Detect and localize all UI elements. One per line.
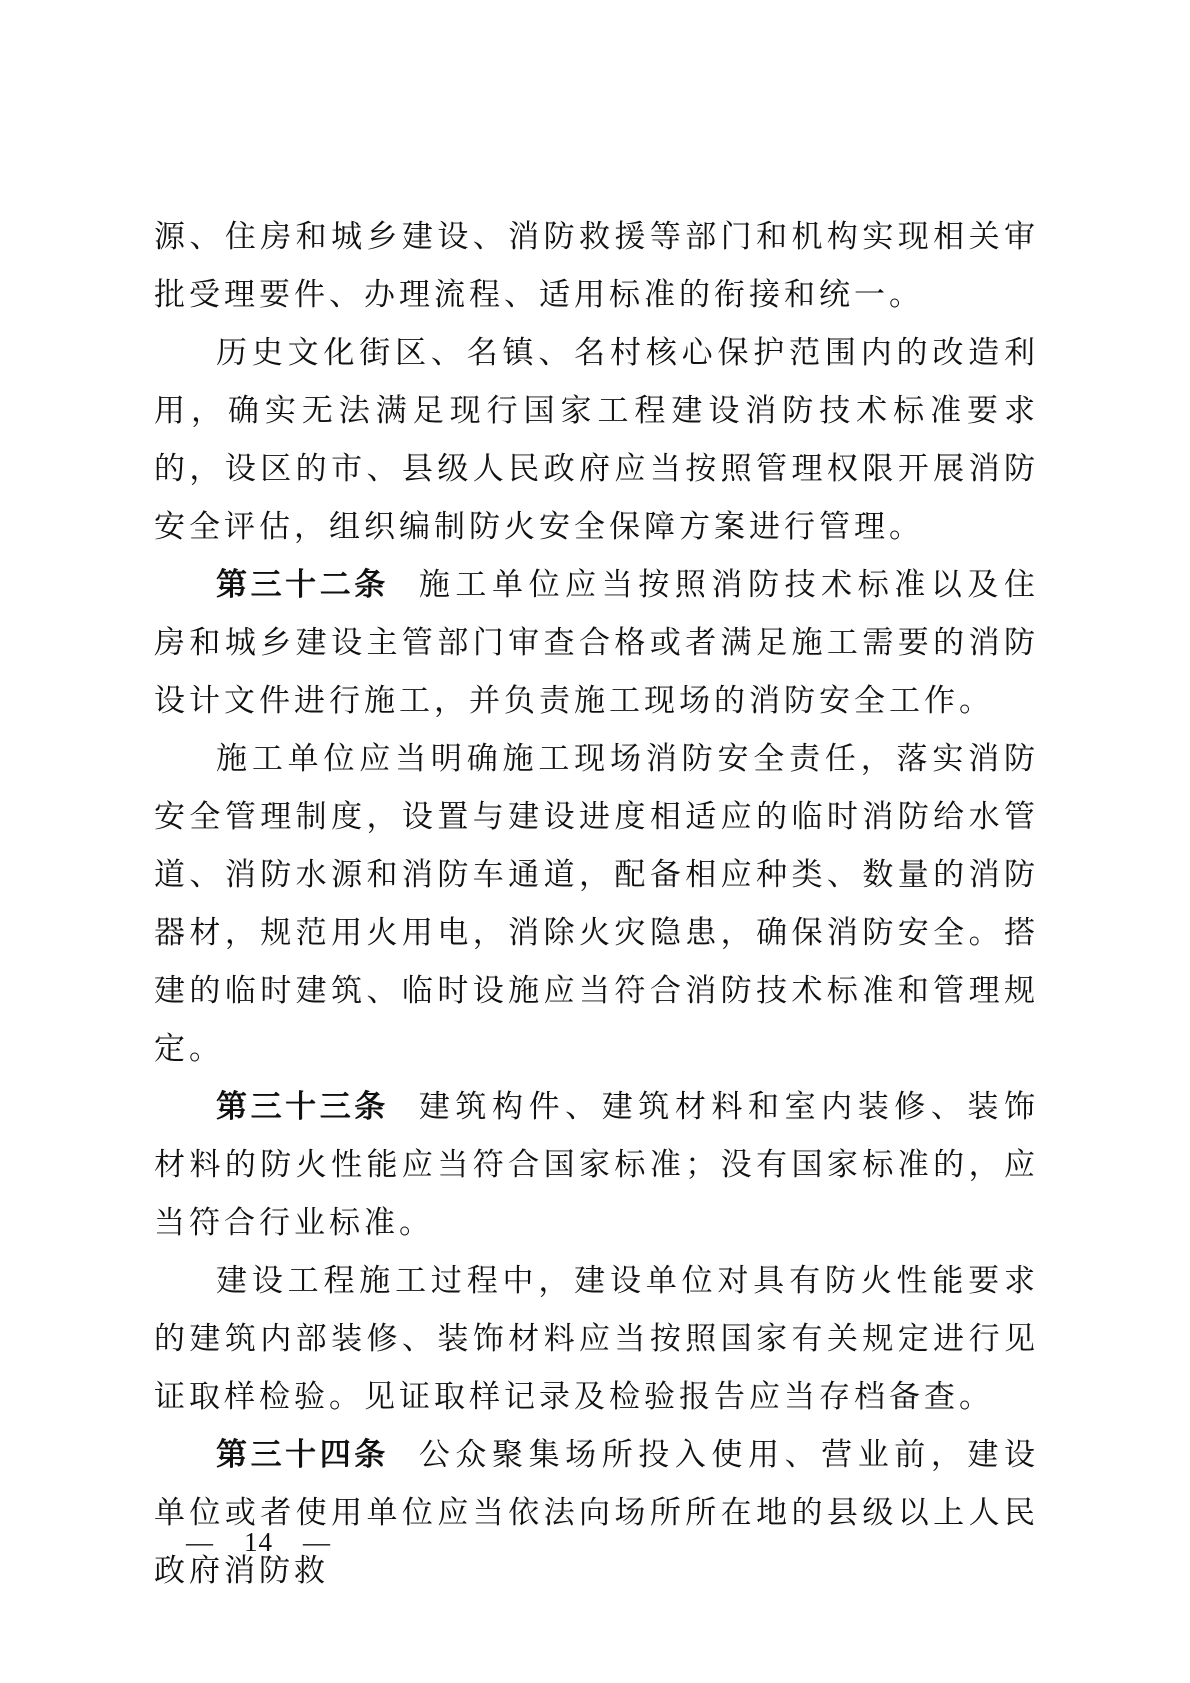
paragraph-text: 建设工程施工过程中，建设单位对具有防火性能要求的建筑内部装修、装饰材料应当按照国家有关规定进行见证取样检验。见证取样记录及检验报告应当存档备查。: [154, 1263, 1039, 1415]
footer-left-dash: —: [186, 1527, 214, 1557]
article-heading: 第三十三条: [216, 1089, 389, 1125]
footer-right-dash: —: [303, 1527, 331, 1557]
article-33: [154, 1078, 1039, 1252]
paragraph-text: 源、住房和城乡建设、消防救援等部门和机构实现相关审批受理要件、办理流程、适用标准的衔接和统一。: [154, 219, 1039, 313]
paragraph-text: 公众聚集场所投入使用、营业前，建设单位或者使用单位应当依法向场所所在地的县级以上人民政府消防救: [154, 1437, 1040, 1589]
paragraph-text: 历史文化街区、名镇、名村核心保护范围内的改造利用，确实无法满足现行国家工程建设消防技术标准要求的，设区的市、县级人民政府应当按照管理权限开展消防安全评估，组织编制防火安全保障方案进行管理。: [154, 335, 1039, 545]
paragraph-4: [154, 730, 1039, 1078]
paragraph-6: [154, 1252, 1039, 1426]
paragraph-text: 建筑构件、建筑材料和室内装修、装饰材料的防火性能应当符合国家标准；没有国家标准的，应当符合行业标准。: [154, 1089, 1040, 1241]
document-body: [154, 208, 1039, 1600]
page-number: 14: [244, 1527, 273, 1557]
page-footer: [186, 1527, 331, 1558]
article-34: [154, 1426, 1039, 1600]
paragraph-1: [154, 208, 1039, 324]
paragraph-text: 施工单位应当明确施工现场消防安全责任，落实消防安全管理制度，设置与建设进度相适应的临时消防给水管道、消防水源和消防车通道，配备相应种类、数量的消防器材，规范用火用电，消除火灾隐患，确保消防安全。搭建的临时建筑、临时设施应当符合消防技术标准和管理规定。: [154, 741, 1039, 1067]
paragraph-2: [154, 324, 1039, 556]
article-32: [154, 556, 1039, 730]
paragraph-text: 施工单位应当按照消防技术标准以及住房和城乡建设主管部门审查合格或者满足施工需要的消防设计文件进行施工，并负责施工现场的消防安全工作。: [154, 567, 1040, 719]
article-heading: 第三十四条: [216, 1437, 389, 1473]
article-heading: 第三十二条: [216, 567, 389, 603]
